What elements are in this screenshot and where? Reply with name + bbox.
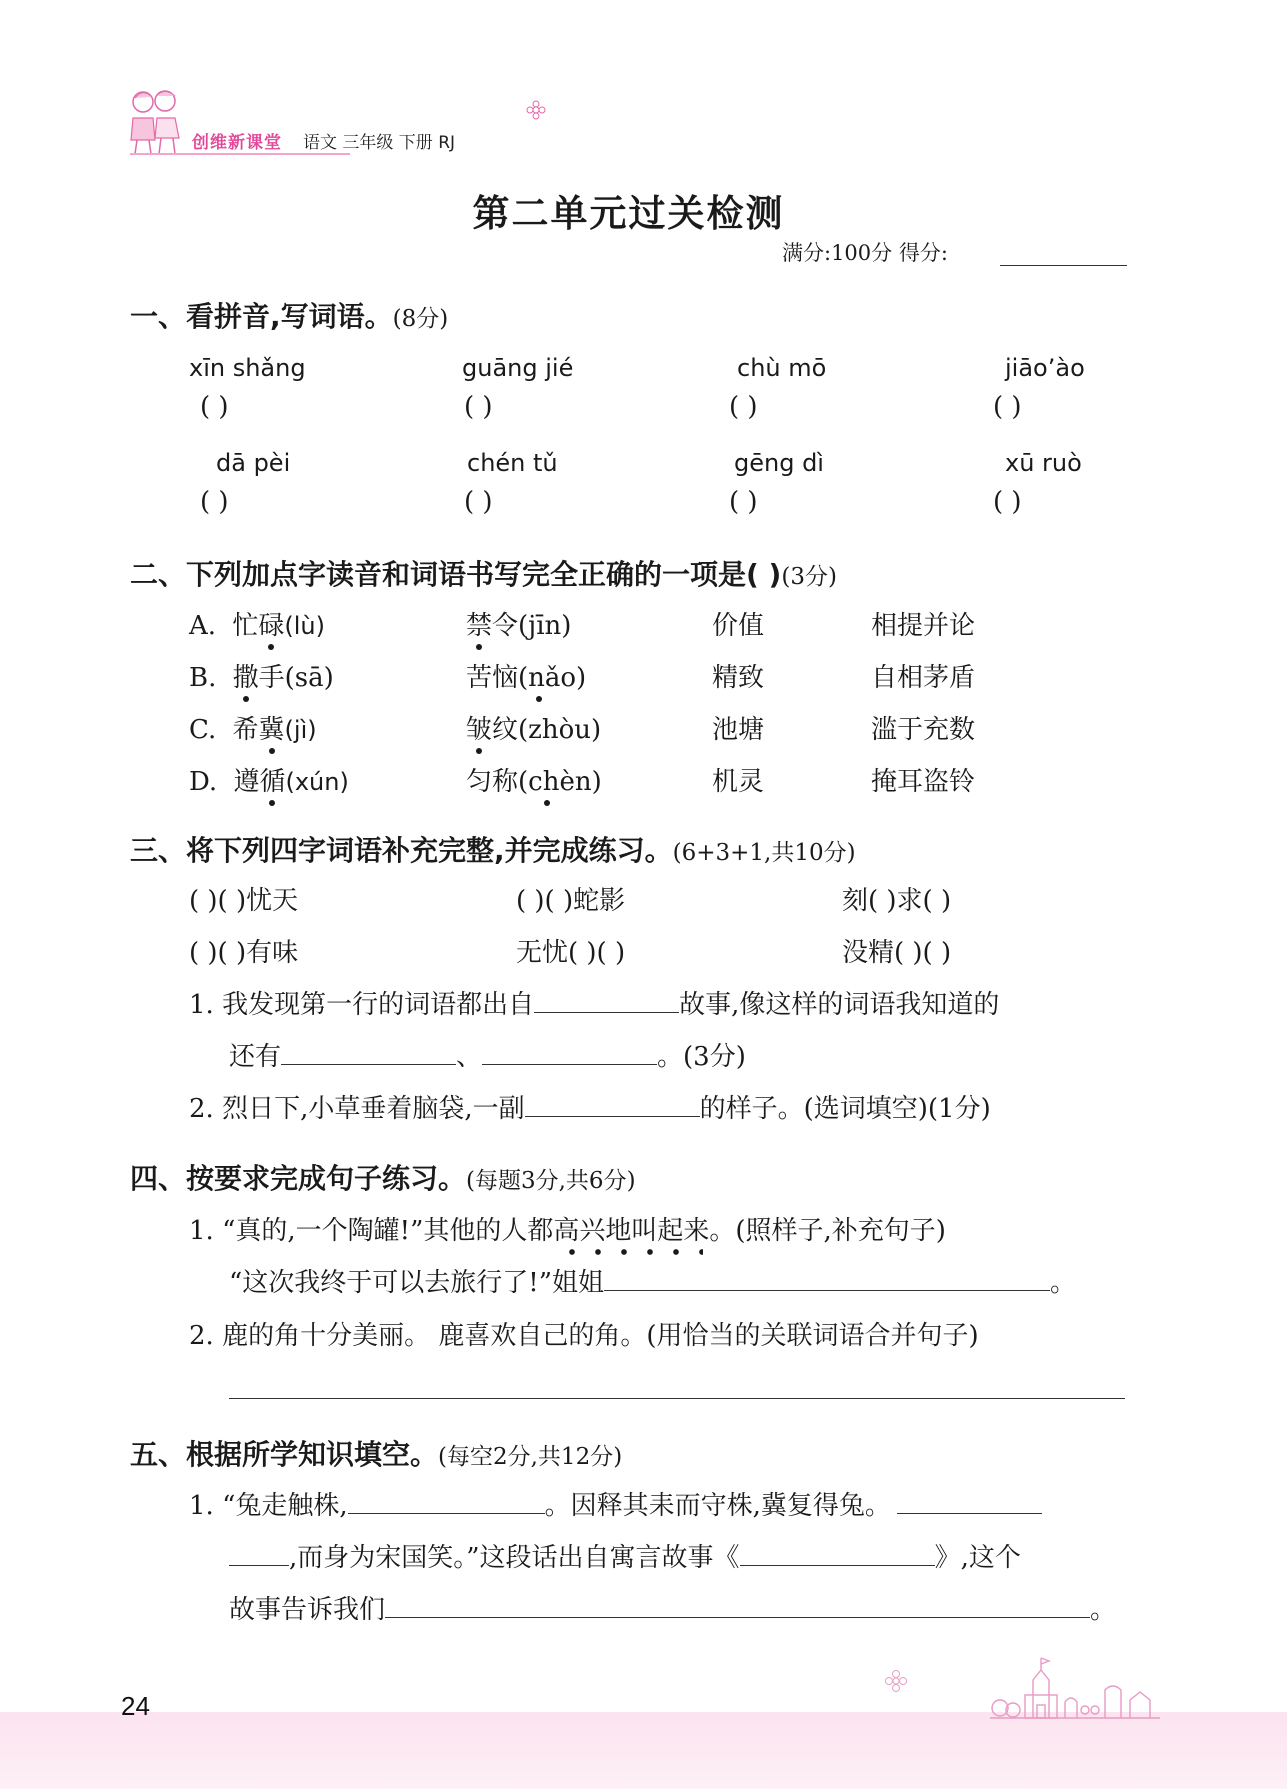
score-label: 满分:100分 得分: [782, 241, 948, 265]
footer-band [0, 1712, 1287, 1789]
question-text: 的样子。(选词填空)(1分) [699, 1094, 991, 1124]
option-d-word2 [466, 761, 602, 798]
pinyin-3: chù mō [737, 354, 827, 382]
idiom-2[interactable]: ( )( )蛇影 [516, 886, 626, 916]
question-4-1 [189, 1210, 946, 1247]
flower-icon [885, 1670, 907, 1692]
question-3-1-cont [229, 1036, 746, 1073]
option-label: A. [189, 611, 217, 641]
option-text: 纹(zhòu) [492, 715, 602, 745]
question-text: 。 [1090, 1595, 1117, 1625]
dotted-char: 冀 [259, 709, 285, 746]
option-d[interactable] [189, 761, 349, 798]
question-text: “这次我终于可以去旅行了!”姐姐 [229, 1268, 605, 1298]
section2-title: 二、下列加点字读音和词语书写完全正确的一项是( ) [130, 558, 782, 591]
question-text: 还有 [229, 1042, 282, 1072]
question-text: 1. 我发现第一行的词语都出自 [189, 990, 535, 1020]
dotted-phrase-text: 高兴地叫起来 [553, 1216, 710, 1246]
question-4-1-cont [229, 1262, 1076, 1299]
option-a-word4: 相提并论 [871, 611, 976, 641]
answer-box[interactable]: ( ) [729, 487, 758, 517]
section5-title: 五、根据所学知识填空。 [130, 1438, 439, 1471]
dotted-char: 禁 [466, 605, 492, 642]
emphasis-dots [559, 1249, 703, 1255]
option-b-word2 [466, 657, 586, 694]
question-text: 1. “兔走触株, [189, 1491, 348, 1521]
section1-heading [130, 295, 448, 335]
section5-points: (每空2分,共12分) [438, 1444, 623, 1470]
section3-points: (6+3+1,共10分) [672, 840, 856, 866]
section1-title: 一、看拼音,写词语。 [130, 300, 393, 333]
question-5-line1 [189, 1485, 1042, 1522]
option-c-word4: 滥于充数 [871, 715, 976, 745]
answer-blank[interactable] [740, 1564, 935, 1566]
idiom-6[interactable]: 没精( )( ) [842, 938, 952, 968]
option-pinyin: (jì) [284, 716, 317, 744]
option-text: 遵 [233, 767, 260, 797]
option-c-word3: 池塘 [712, 715, 765, 745]
answer-blank[interactable] [604, 1289, 1050, 1291]
option-text: 希 [232, 715, 259, 745]
question-text: 。 [1050, 1268, 1077, 1298]
option-pinyin: (lù) [284, 612, 325, 640]
option-b-word4: 自相茅盾 [871, 663, 976, 693]
option-label: B. [189, 663, 217, 693]
section2-heading [130, 553, 837, 593]
option-c[interactable] [189, 709, 317, 746]
dotted-phrase [553, 1210, 709, 1247]
dotted-char: 撒 [233, 657, 259, 694]
question-text: 。因释其耒而守株,冀复得兔。 [544, 1491, 891, 1521]
flower-icon [526, 100, 546, 120]
pinyin-5: dā pèi [216, 449, 291, 477]
option-text: 令(jīn) [492, 611, 572, 641]
answer-box[interactable]: ( ) [200, 392, 229, 422]
pinyin-8: xū ruò [1005, 449, 1082, 477]
question-text: 故事告诉我们 [229, 1595, 386, 1625]
option-b[interactable] [189, 657, 334, 694]
score-blank[interactable] [1000, 265, 1127, 266]
section4-heading [130, 1157, 636, 1197]
answer-box[interactable]: ( ) [993, 392, 1022, 422]
question-4-2: 2. 鹿的角十分美丽。 鹿喜欢自己的角。(用恰当的关联词语合并句子) [189, 1321, 979, 1351]
header-underline [130, 153, 350, 155]
question-text: 2. 烈日下,小草垂着脑袋,一副 [189, 1094, 525, 1124]
pinyin-6: chén tǔ [467, 449, 558, 477]
section5-heading [130, 1433, 622, 1473]
answer-box[interactable]: ( ) [729, 392, 758, 422]
option-text: 恼(nǎo) [492, 657, 586, 694]
answer-box[interactable]: ( ) [464, 392, 493, 422]
question-text: 。(3分) [657, 1042, 746, 1072]
question-text: 1. “真的,一个陶罐!”其他的人都 [189, 1216, 554, 1246]
option-pinyin: (xún) [285, 768, 349, 796]
answer-blank[interactable] [897, 1512, 1042, 1514]
answer-blank[interactable] [348, 1512, 545, 1514]
question-text: ,而身为宋国笑。”这段话出自寓言故事《 [289, 1543, 740, 1573]
book-info: 语文 三年级 下册 RJ [303, 133, 456, 153]
question-3-2 [189, 1088, 991, 1125]
question-3-1 [189, 984, 999, 1021]
question-5-line3 [229, 1589, 1116, 1626]
answer-blank[interactable] [482, 1063, 657, 1065]
option-text: 苦 [466, 663, 493, 693]
pinyin-1: xīn shǎng [189, 354, 306, 382]
option-text: 忙 [232, 611, 259, 641]
castle-illustration [985, 1650, 1165, 1720]
section1-points: (8分) [392, 306, 449, 332]
pinyin-7: gēng dì [734, 449, 824, 477]
dotted-char: 循 [259, 761, 285, 798]
section4-points: (每题3分,共6分) [466, 1168, 636, 1194]
answer-box[interactable]: ( ) [464, 487, 493, 517]
question-5-line2 [229, 1537, 1021, 1574]
option-c-word2 [466, 709, 601, 746]
page-title: 第二单元过关检测 [472, 192, 785, 235]
option-b-word3: 精致 [712, 663, 765, 693]
option-text: 称(chèn) [492, 761, 602, 798]
dotted-char: 皱 [466, 709, 492, 746]
idiom-3[interactable]: 刻( )求( ) [842, 886, 952, 916]
brand-name: 创维新课堂 [192, 133, 282, 153]
question-text: 》,这个 [934, 1543, 1021, 1573]
answer-blank[interactable] [534, 1011, 679, 1013]
option-text: 手(sā) [258, 663, 334, 693]
option-label: C. [189, 715, 217, 745]
answer-blank[interactable] [281, 1063, 456, 1065]
option-a[interactable] [189, 605, 325, 642]
option-d-word3: 机灵 [712, 767, 765, 797]
idiom-4[interactable]: ( )( )有味 [189, 938, 299, 968]
question-text: 、 [456, 1042, 483, 1072]
pinyin-4: jiāo’ào [1005, 354, 1085, 382]
option-text: 匀 [466, 767, 493, 797]
pinyin-2: guāng jié [462, 354, 574, 382]
section3-heading [130, 829, 856, 869]
option-a-word2 [466, 605, 571, 642]
answer-blank[interactable] [385, 1616, 1090, 1618]
cartoon-girls-logo [125, 88, 187, 158]
option-a-word3: 价值 [712, 611, 765, 641]
question-text: 。(照样子,补充句子) [709, 1216, 946, 1246]
answer-blank[interactable] [525, 1115, 700, 1117]
dotted-char: 碌 [258, 605, 284, 642]
option-d-word4: 掩耳盗铃 [871, 767, 976, 797]
page-number: 24 [121, 1691, 150, 1721]
answer-blank[interactable] [229, 1564, 289, 1566]
answer-box[interactable]: ( ) [200, 487, 229, 517]
question-text: 故事,像这样的词语我知道的 [679, 990, 1000, 1020]
section2-points: (3分) [781, 564, 837, 590]
section4-title: 四、按要求完成句子练习。 [130, 1162, 467, 1195]
answer-box[interactable]: ( ) [993, 487, 1022, 517]
option-label: D. [189, 767, 218, 797]
idiom-5[interactable]: 无忧( )( ) [516, 938, 626, 968]
answer-line[interactable] [229, 1398, 1125, 1399]
idiom-1[interactable]: ( )( )忧天 [189, 886, 299, 916]
section3-title: 三、将下列四字词语补充完整,并完成练习。 [130, 834, 673, 867]
